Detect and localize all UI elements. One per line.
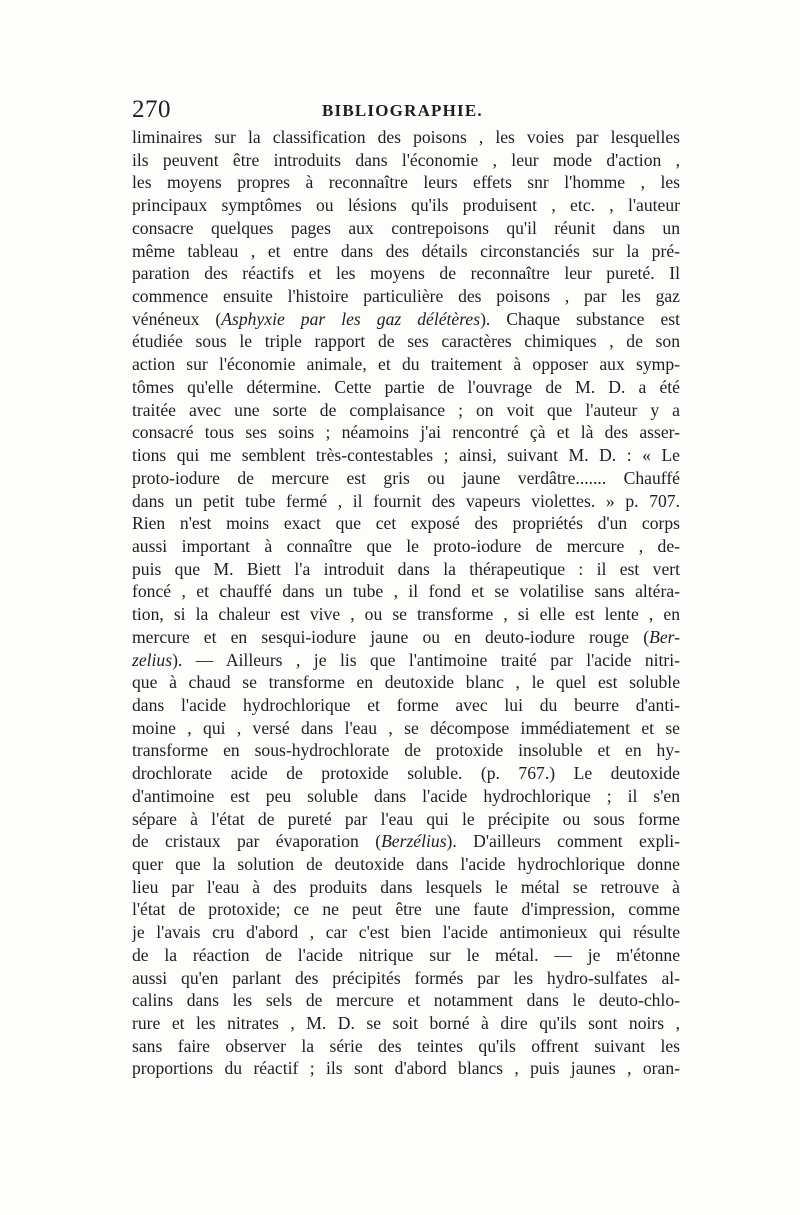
text-line: [132, 194, 680, 217]
body-text: [132, 126, 680, 1080]
text-line: [132, 149, 680, 172]
text-run: ). — Ailleurs , je lis que l'antimoine traité par l'acide nitri-: [172, 649, 680, 670]
text-run: proto-iodure de mercure est gris ou jaune verdâtre....... Chauffé: [132, 467, 680, 488]
text-line: [132, 490, 680, 513]
text-run: d'antimoine est peu soluble dans l'acide hydrochlorique ; il s'en: [132, 785, 680, 806]
text-run: consacré tous ses soins ; néamoins j'ai rencontré çà et là des asser-: [132, 422, 680, 443]
text-line: [132, 376, 680, 399]
text-run: traitée avec une sorte de complaisance ; on voit que l'auteur y a: [132, 399, 680, 420]
text-line: [132, 330, 680, 353]
text-line: [132, 808, 680, 831]
text-line: [132, 262, 680, 285]
text-line: [132, 1012, 680, 1035]
text-line: [132, 171, 680, 194]
text-run: tions qui me semblent très-contestables ; ainsi, suivant M. D. : « Le: [132, 445, 680, 466]
text-run: proportions du réactif ; ils sont d'abord blancs , puis jaunes , oran-: [132, 1058, 680, 1079]
text-line: [132, 921, 680, 944]
text-run: drochlorate acide de protoxide soluble. (p. 767.) Le deutoxide: [132, 763, 680, 784]
text-line: [132, 967, 680, 990]
text-run: quer que la solution de deutoxide dans l'acide hydrochlorique donne: [132, 854, 680, 874]
text-line: [132, 467, 680, 490]
text-run: foncé , et chauffé dans un tube , il fond et se volatilise sans altéra-: [132, 581, 680, 602]
text-run: même tableau , et entre dans des détails circonstanciés sur la pré-: [132, 240, 680, 261]
text-line: [132, 717, 680, 740]
text-run: puis que M. Biett l'a introduit dans la thérapeutique : il est vert: [132, 558, 680, 579]
text-run: vénéneux (: [132, 308, 222, 329]
text-run: étudiée sous le triple rapport de ses caractères chimiques , de son: [132, 331, 680, 352]
text-run: aussi qu'en parlant des précipités formés par les hydro-sulfates al-: [132, 967, 680, 988]
text-run: aussi important à connaître que le proto-iodure de mercure , de-: [132, 535, 680, 556]
text-line: [132, 512, 680, 535]
text-line: [132, 876, 680, 899]
text-line: [132, 694, 680, 717]
italic-run: Berzélius: [381, 831, 447, 852]
text-run: dans un petit tube fermé , il fournit des vapeurs violettes. » p. 707.: [132, 490, 680, 511]
text-run: sans faire observer la série des teintes qu'ils offrent suivant les: [132, 1035, 680, 1056]
page-header: [132, 96, 680, 128]
text-line: [132, 785, 680, 808]
italic-run: zelius: [132, 649, 173, 670]
text-line: [132, 649, 680, 672]
text-run: ). D'ailleurs comment expli-: [446, 831, 680, 852]
italic-run: Asphyxie par les gaz délétères: [221, 308, 481, 329]
text-line: [132, 240, 680, 263]
text-line: [132, 399, 680, 422]
text-line: [132, 308, 680, 331]
text-run: l'état de protoxide; ce ne peut être une faute d'impression, comme: [132, 899, 680, 920]
text-line: [132, 421, 680, 444]
text-line: [132, 853, 680, 876]
text-line: [132, 944, 680, 967]
text-line: [132, 535, 680, 558]
text-run: je l'avais cru d'abord , car c'est bien l'acide antimonieux qui résulte: [132, 922, 680, 943]
text-run: que à chaud se transforme en deutoxide blanc , le quel est soluble: [132, 672, 680, 693]
text-line: [132, 580, 680, 603]
text-line: [132, 285, 680, 308]
text-run: de cristaux par évaporation (: [132, 831, 382, 852]
text-line: [132, 989, 680, 1012]
text-run: dans l'acide hydrochlorique et forme avec lui du beurre d'anti-: [132, 694, 680, 715]
text-line: [132, 126, 680, 149]
text-run: lieu par l'eau à des produits dans lesquels le métal se retrouve à: [132, 876, 680, 897]
text-run: sépare à l'état de pureté par l'eau qui le précipite ou sous forme: [132, 808, 680, 829]
text-line: [132, 739, 680, 762]
text-run: calins dans les sels de mercure et notamment dans le deuto-chlo-: [132, 990, 680, 1011]
text-run: action sur l'économie animale, et du traitement à opposer aux symp-: [132, 354, 680, 375]
text-line: [132, 603, 680, 626]
text-run: ). Chaque substance est: [480, 308, 680, 329]
text-run: les moyens propres à reconnaître leurs effets snr l'homme , les: [132, 172, 680, 193]
text-run: tion, si la chaleur est vive , ou se transforme , si elle est lente , en: [132, 604, 680, 625]
text-line: [132, 353, 680, 376]
text-line: [132, 762, 680, 785]
text-run: tômes qu'elle détermine. Cette partie de l'ouvrage de M. D. a été: [132, 376, 680, 397]
text-line: [132, 217, 680, 240]
italic-run: Ber-: [649, 626, 680, 647]
text-run: Rien n'est moins exact que cet exposé des propriétés d'un corps: [132, 513, 680, 534]
text-line: [132, 626, 680, 649]
text-run: transforme en sous-hydrochlorate de protoxide insoluble et en hy-: [132, 740, 680, 761]
text-run: rure et les nitrates , M. D. se soit borné à dire qu'ils sont noirs ,: [132, 1013, 680, 1034]
text-run: moine , qui , versé dans l'eau , se décompose immédiatement et se: [132, 717, 680, 738]
text-line: [132, 558, 680, 581]
text-run: mercure et en sesqui-iodure jaune ou en deuto-iodure rouge (: [132, 626, 650, 647]
text-line: [132, 1035, 680, 1058]
running-title: BIBLIOGRAPHIE.: [322, 101, 483, 120]
text-line: [132, 444, 680, 467]
text-line: [132, 1057, 680, 1080]
text-run: ils peuvent être introduits dans l'économie , leur mode d'action ,: [132, 149, 680, 170]
text-run: commence ensuite l'histoire particulière des poisons , par les gaz: [132, 286, 680, 307]
text-run: principaux symptômes ou lésions qu'ils produisent , etc. , l'auteur: [132, 195, 680, 216]
text-run: liminaires sur la classification des poisons , les voies par lesquelles: [132, 127, 680, 147]
text-run: consacre quelques pages aux contrepoisons qu'il réunit dans un: [132, 217, 680, 238]
text-run: paration des réactifs et les moyens de reconnaître leur pureté. Il: [132, 263, 680, 284]
text-line: [132, 671, 680, 694]
text-line: [132, 830, 680, 853]
page-number: 270: [132, 96, 171, 123]
text-line: [132, 898, 680, 921]
text-run: de la réaction de l'acide nitrique sur le métal. — je m'étonne: [132, 944, 680, 965]
